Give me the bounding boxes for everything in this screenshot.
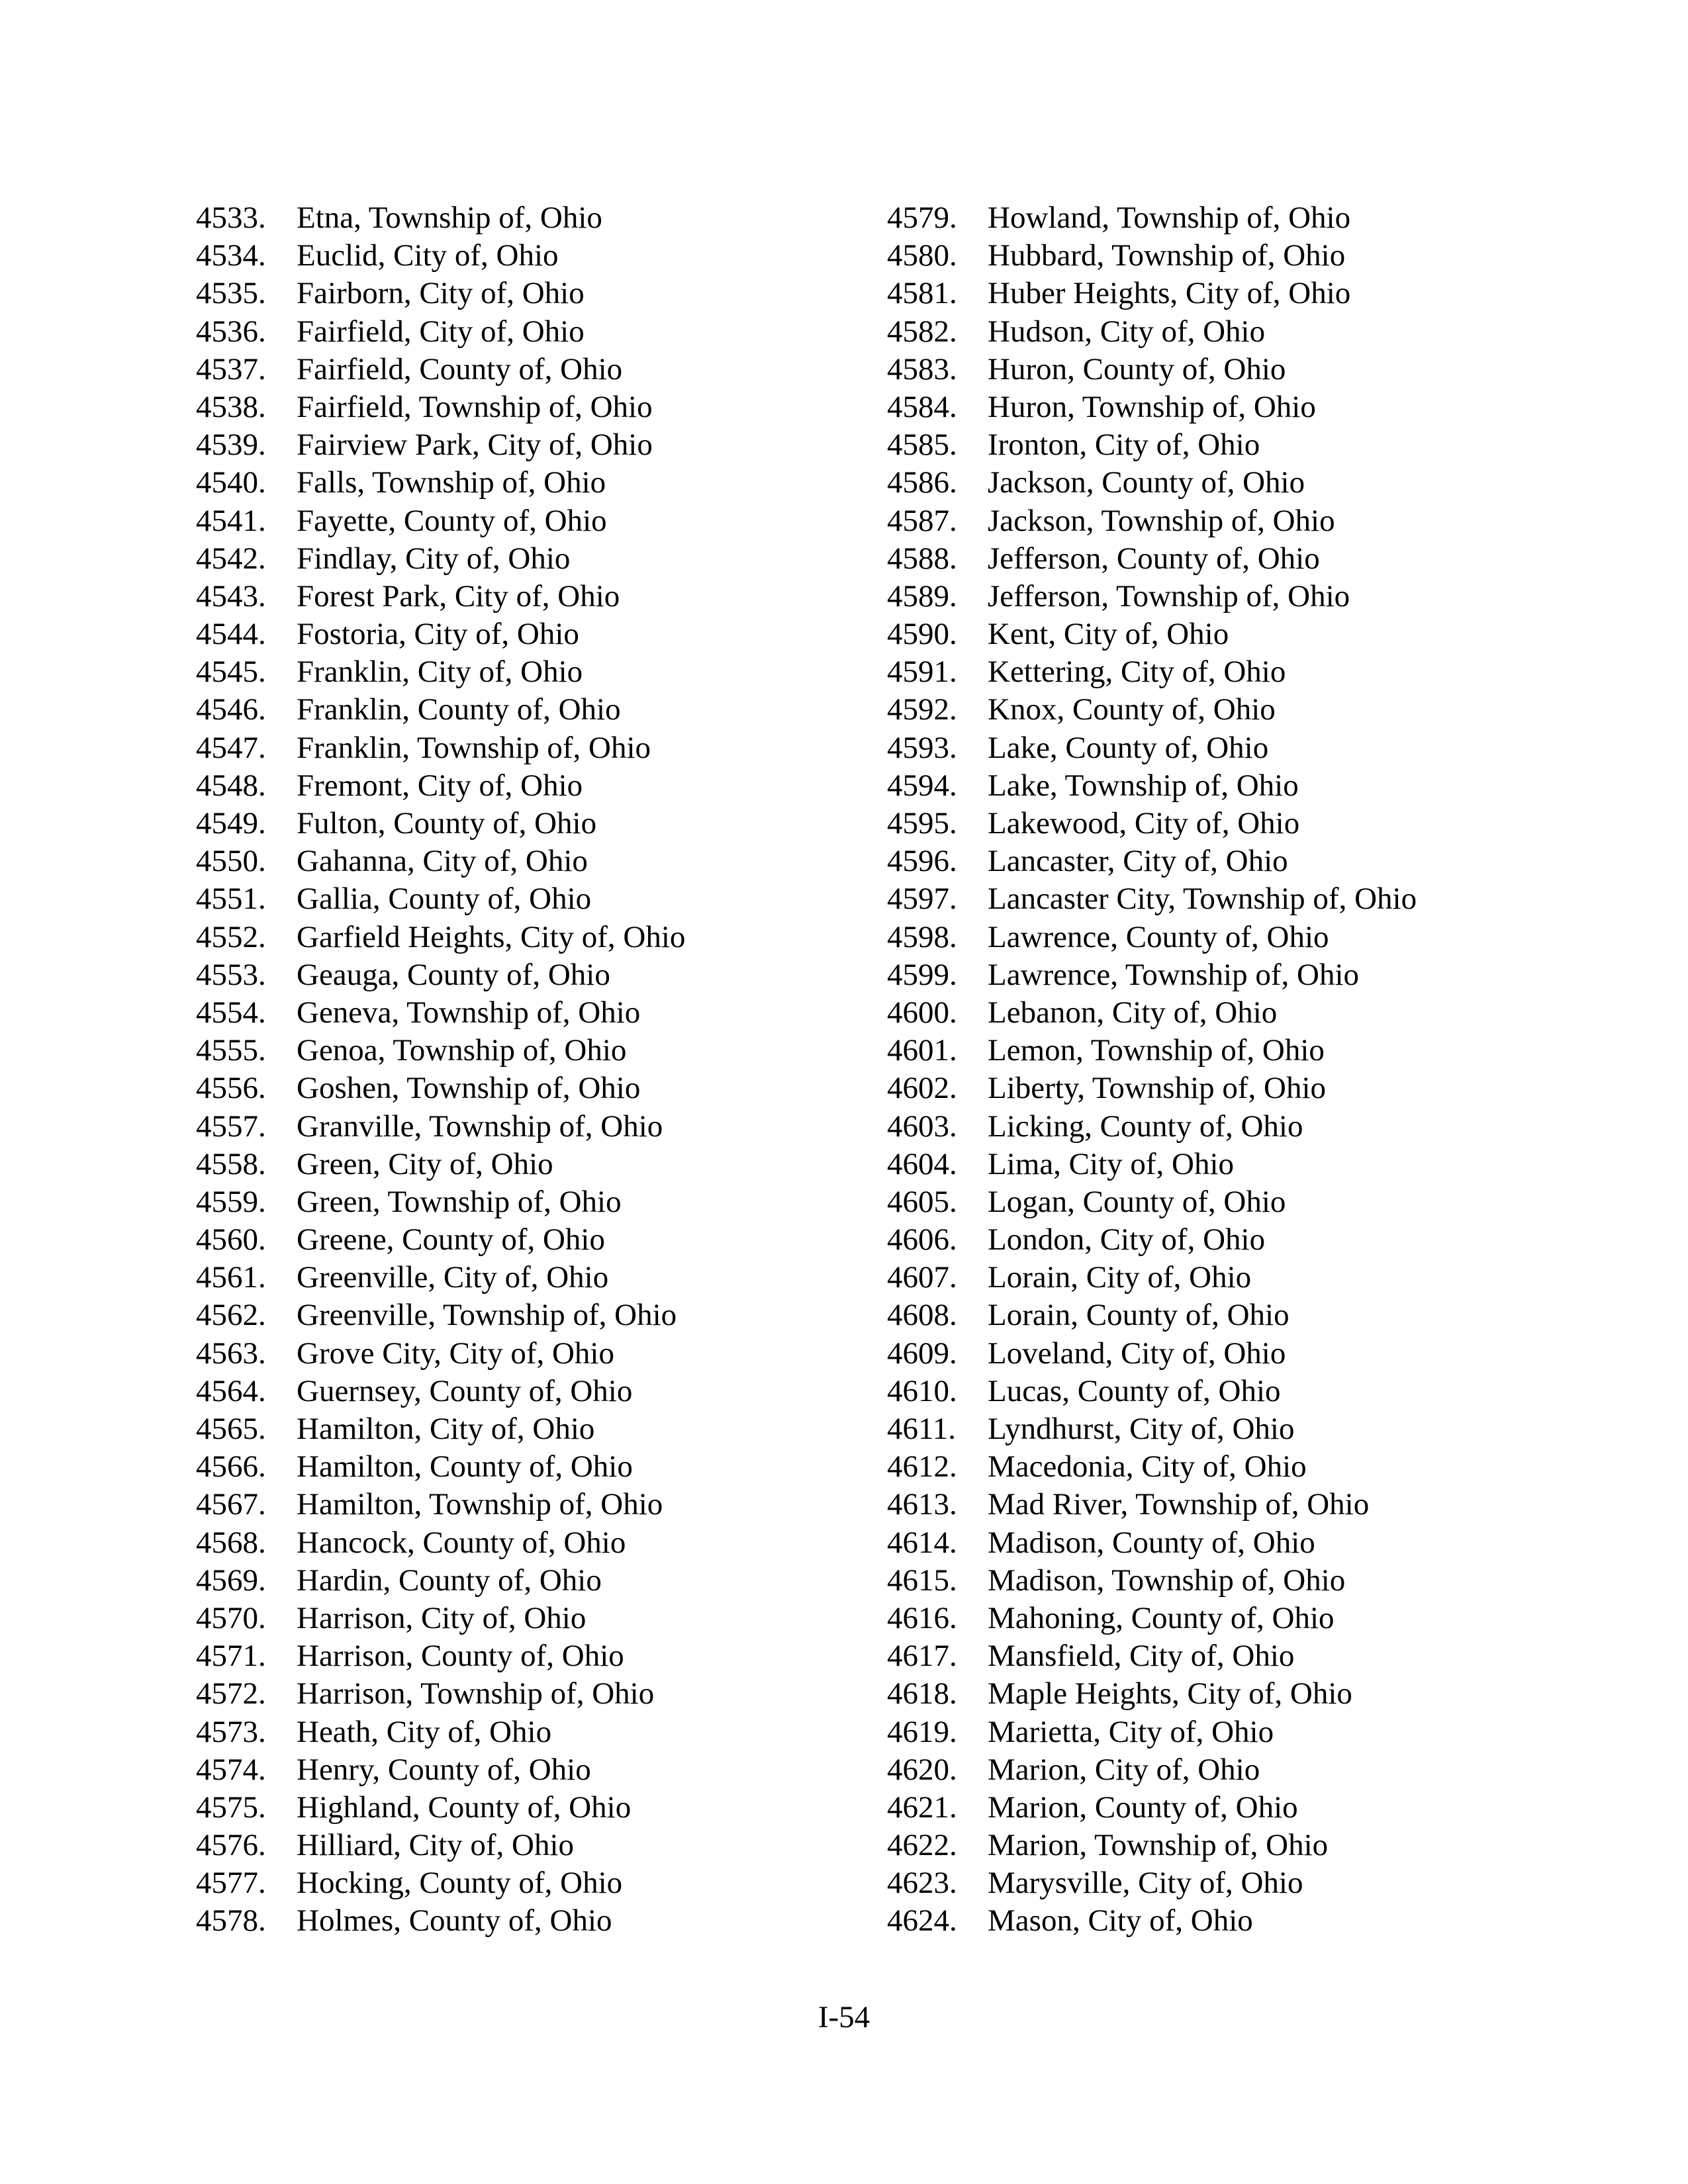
entry-number: 4622.: [887, 1828, 957, 1863]
entry-number: 4545.: [196, 655, 266, 690]
entry-number: 4596.: [887, 844, 957, 879]
list-item: [887, 540, 1615, 578]
entry-name: Fulton, County of, Ohio: [297, 806, 597, 841]
entry-name: Geauga, County of, Ohio: [297, 957, 610, 992]
entry-name: Harrison, Township of, Ohio: [297, 1676, 655, 1711]
entry-name: Macedonia, City of, Ohio: [988, 1449, 1307, 1484]
entry-number: 4592.: [887, 692, 957, 727]
entry-number: 4565.: [196, 1412, 266, 1446]
entry-number: 4618.: [887, 1676, 957, 1711]
list-item: [887, 426, 1615, 464]
list-item: [196, 388, 924, 426]
entry-name: Liberty, Township of, Ohio: [988, 1071, 1327, 1106]
entry-name: Marion, Township of, Ohio: [988, 1828, 1329, 1863]
entry-name: Heath, City of, Ohio: [297, 1714, 552, 1749]
list-item: [887, 1335, 1615, 1373]
list-item: [196, 313, 924, 351]
list-item: [887, 1108, 1615, 1146]
entry-name: Hocking, County of, Ohio: [297, 1866, 623, 1901]
right-column-list: [887, 199, 1615, 1940]
entry-name: Hancock, County of, Ohio: [297, 1525, 626, 1560]
entry-name: Mansfield, City of, Ohio: [988, 1639, 1295, 1674]
list-item: [196, 1562, 924, 1600]
list-item: [196, 426, 924, 464]
list-item: [887, 388, 1615, 426]
entry-number: 4601.: [887, 1033, 957, 1068]
list-item: [887, 1486, 1615, 1524]
list-item: [196, 767, 924, 805]
entry-name: Hamilton, Township of, Ohio: [297, 1487, 663, 1522]
list-item: [196, 1486, 924, 1524]
entry-name: Fremont, City of, Ohio: [297, 768, 583, 803]
entry-name: Mahoning, County of, Ohio: [988, 1600, 1335, 1635]
list-item: [196, 1864, 924, 1902]
list-item: [196, 1713, 924, 1751]
entry-number: 4599.: [887, 957, 957, 992]
list-item: [196, 1600, 924, 1637]
entry-number: 4536.: [196, 314, 266, 349]
list-item: [196, 1524, 924, 1562]
list-item: [887, 1713, 1615, 1751]
entry-name: Granville, Township of, Ohio: [297, 1109, 663, 1144]
entry-number: 4575.: [196, 1790, 266, 1825]
entry-name: Falls, Township of, Ohio: [297, 465, 606, 500]
entry-number: 4562.: [196, 1298, 266, 1333]
entry-name: Lorain, City of, Ohio: [988, 1260, 1252, 1295]
list-item: [887, 1032, 1615, 1069]
list-item: [196, 691, 924, 729]
entry-number: 4585.: [887, 428, 957, 463]
entry-name: Fayette, County of, Ohio: [297, 503, 607, 538]
entry-number: 4548.: [196, 768, 266, 803]
entry-number: 4566.: [196, 1449, 266, 1484]
entry-number: 4544.: [196, 617, 266, 652]
entry-name: Highland, County of, Ohio: [297, 1790, 632, 1825]
entry-name: Marion, City of, Ohio: [988, 1752, 1260, 1787]
entry-name: Gahanna, City of, Ohio: [297, 844, 588, 879]
page-number: I-54: [818, 2000, 870, 2034]
list-item: [887, 691, 1615, 729]
list-item: [196, 1448, 924, 1486]
list-item: [196, 237, 924, 275]
list-item: [196, 502, 924, 540]
entry-number: 4550.: [196, 844, 266, 879]
entry-name: Lebanon, City of, Ohio: [988, 995, 1278, 1030]
entry-name: Guernsey, County of, Ohio: [297, 1373, 633, 1408]
entry-name: Hilliard, City of, Ohio: [297, 1828, 575, 1863]
entry-number: 4567.: [196, 1487, 266, 1522]
entry-name: London, City of, Ohio: [988, 1222, 1266, 1257]
list-item: [887, 653, 1615, 691]
entry-name: Logan, County of, Ohio: [988, 1184, 1286, 1219]
list-item: [196, 1637, 924, 1675]
entry-number: 4553.: [196, 957, 266, 992]
entry-name: Geneva, Township of, Ohio: [297, 995, 641, 1030]
list-item: [196, 919, 924, 956]
entry-number: 4542.: [196, 541, 266, 576]
list-item: [887, 1221, 1615, 1259]
list-item: [887, 1373, 1615, 1410]
entry-number: 4597.: [887, 882, 957, 917]
entry-name: Lawrence, Township of, Ohio: [988, 957, 1360, 992]
entry-name: Genoa, Township of, Ohio: [297, 1033, 627, 1068]
entry-name: Garfield Heights, City of, Ohio: [297, 919, 686, 954]
entry-name: Jackson, County of, Ohio: [988, 465, 1305, 500]
list-item: [887, 1751, 1615, 1789]
list-item: [887, 313, 1615, 351]
entry-number: 4591.: [887, 655, 957, 690]
entry-number: 4603.: [887, 1109, 957, 1144]
entry-name: Goshen, Township of, Ohio: [297, 1071, 641, 1106]
entry-number: 4621.: [887, 1790, 957, 1825]
list-item: [196, 805, 924, 842]
entry-name: Marysville, City of, Ohio: [988, 1866, 1303, 1901]
entry-name: Lemon, Township of, Ohio: [988, 1033, 1325, 1068]
entry-name: Lima, City of, Ohio: [988, 1146, 1235, 1181]
entry-name: Huron, Township of, Ohio: [988, 389, 1316, 424]
list-item: [887, 1069, 1615, 1107]
entry-number: 4594.: [887, 768, 957, 803]
entry-name: Findlay, City of, Ohio: [297, 541, 571, 576]
entry-number: 4573.: [196, 1714, 266, 1749]
list-item: [196, 1032, 924, 1069]
list-item: [887, 237, 1615, 275]
entry-number: 4606.: [887, 1222, 957, 1257]
entry-name: Hamilton, County of, Ohio: [297, 1449, 633, 1484]
list-item: [196, 1675, 924, 1713]
entry-number: 4609.: [887, 1336, 957, 1371]
list-item: [887, 1183, 1615, 1221]
entry-number: 4613.: [887, 1487, 957, 1522]
entry-number: 4555.: [196, 1033, 266, 1068]
entry-name: Marietta, City of, Ohio: [988, 1714, 1274, 1749]
list-item: [196, 1827, 924, 1864]
entry-name: Franklin, County of, Ohio: [297, 692, 621, 727]
entry-name: Madison, County of, Ohio: [988, 1525, 1315, 1560]
entry-number: 4604.: [887, 1146, 957, 1181]
entry-name: Loveland, City of, Ohio: [988, 1336, 1286, 1371]
list-item: [196, 1069, 924, 1107]
entry-name: Fairborn, City of, Ohio: [297, 276, 585, 311]
list-item: [196, 1146, 924, 1183]
entry-name: Jefferson, County of, Ohio: [988, 541, 1320, 576]
list-item: [887, 805, 1615, 842]
entry-number: 4623.: [887, 1866, 957, 1901]
list-item: [887, 578, 1615, 615]
entry-number: 4538.: [196, 389, 266, 424]
entry-name: Gallia, County of, Ohio: [297, 882, 592, 917]
entry-number: 4605.: [887, 1184, 957, 1219]
entry-number: 4587.: [887, 503, 957, 538]
list-item: [887, 1675, 1615, 1713]
entry-number: 4547.: [196, 730, 266, 765]
list-item: [887, 1827, 1615, 1864]
entry-number: 4559.: [196, 1184, 266, 1219]
list-item: [887, 1259, 1615, 1297]
entry-name: Jackson, Township of, Ohio: [988, 503, 1335, 538]
list-item: [196, 653, 924, 691]
entry-number: 4551.: [196, 882, 266, 917]
entry-number: 4614.: [887, 1525, 957, 1560]
list-item: [887, 1600, 1615, 1637]
entry-number: 4602.: [887, 1071, 957, 1106]
entry-number: 4568.: [196, 1525, 266, 1560]
entry-name: Mad River, Township of, Ohio: [988, 1487, 1370, 1522]
entry-number: 4616.: [887, 1600, 957, 1635]
entry-name: Lawrence, County of, Ohio: [988, 919, 1329, 954]
list-item: [887, 1637, 1615, 1675]
list-item: [887, 502, 1615, 540]
entry-name: Madison, Township of, Ohio: [988, 1563, 1346, 1598]
list-item: [887, 1902, 1615, 1940]
entry-name: Euclid, City of, Ohio: [297, 238, 559, 273]
list-item: [196, 1259, 924, 1297]
entry-name: Greene, County of, Ohio: [297, 1222, 605, 1257]
entry-number: 4582.: [887, 314, 957, 349]
entry-name: Holmes, County of, Ohio: [297, 1903, 612, 1938]
list-item: [196, 729, 924, 767]
list-item: [196, 275, 924, 312]
entry-name: Green, Township of, Ohio: [297, 1184, 622, 1219]
entry-name: Forest Park, City of, Ohio: [297, 578, 620, 614]
entry-name: Lucas, County of, Ohio: [988, 1373, 1281, 1408]
entry-number: 4610.: [887, 1373, 957, 1408]
entry-name: Fostoria, City of, Ohio: [297, 617, 579, 652]
entry-number: 4558.: [196, 1146, 266, 1181]
entry-name: Henry, County of, Ohio: [297, 1752, 591, 1787]
entry-name: Franklin, Township of, Ohio: [297, 730, 651, 765]
list-item: [887, 1864, 1615, 1902]
entry-name: Hamilton, City of, Ohio: [297, 1412, 595, 1446]
list-item: [196, 199, 924, 237]
entry-number: 4624.: [887, 1903, 957, 1938]
entry-number: 4593.: [887, 730, 957, 765]
entry-number: 4612.: [887, 1449, 957, 1484]
entry-number: 4590.: [887, 617, 957, 652]
entry-name: Howland, Township of, Ohio: [988, 201, 1351, 235]
entry-name: Harrison, City of, Ohio: [297, 1600, 586, 1635]
entry-number: 4554.: [196, 995, 266, 1030]
entry-number: 4539.: [196, 428, 266, 463]
list-item: [196, 1373, 924, 1410]
entry-number: 4560.: [196, 1222, 266, 1257]
entry-name: Ironton, City of, Ohio: [988, 428, 1260, 463]
list-item: [887, 919, 1615, 956]
entry-number: 4556.: [196, 1071, 266, 1106]
entry-number: 4588.: [887, 541, 957, 576]
list-item: [887, 351, 1615, 388]
entry-name: Huron, County of, Ohio: [988, 351, 1286, 387]
list-item: [196, 1751, 924, 1789]
list-item: [887, 1448, 1615, 1486]
entry-number: 4572.: [196, 1676, 266, 1711]
list-item: [196, 1410, 924, 1448]
entry-number: 4549.: [196, 806, 266, 841]
entry-name: Maple Heights, City of, Ohio: [988, 1676, 1352, 1711]
entry-number: 4563.: [196, 1336, 266, 1371]
entry-number: 4600.: [887, 995, 957, 1030]
list-item: [887, 199, 1615, 237]
entry-number: 4586.: [887, 465, 957, 500]
list-item: [887, 275, 1615, 312]
entry-name: Kent, City of, Ohio: [988, 617, 1229, 652]
entry-name: Green, City of, Ohio: [297, 1146, 553, 1181]
entry-name: Greenville, City of, Ohio: [297, 1260, 609, 1295]
entry-number: 4535.: [196, 276, 266, 311]
list-item: [887, 956, 1615, 994]
list-item: [196, 1183, 924, 1221]
list-item: [196, 1902, 924, 1940]
entry-number: 4578.: [196, 1903, 266, 1938]
entry-name: Lyndhurst, City of, Ohio: [988, 1412, 1295, 1446]
entry-number: 4611.: [887, 1412, 957, 1446]
list-item: [887, 842, 1615, 880]
entry-number: 4598.: [887, 919, 957, 954]
entry-name: Mason, City of, Ohio: [988, 1903, 1253, 1938]
list-item: [196, 578, 924, 615]
entry-name: Jefferson, Township of, Ohio: [988, 578, 1350, 614]
entry-number: 4570.: [196, 1600, 266, 1635]
list-item: [887, 880, 1615, 918]
entry-name: Lorain, County of, Ohio: [988, 1298, 1289, 1333]
entry-number: 4564.: [196, 1373, 266, 1408]
entry-name: Etna, Township of, Ohio: [297, 201, 602, 235]
list-item: [196, 1789, 924, 1827]
list-item: [887, 729, 1615, 767]
list-item: [196, 351, 924, 388]
entry-number: 4561.: [196, 1260, 266, 1295]
entry-name: Lakewood, City of, Ohio: [988, 806, 1300, 841]
entry-name: Fairfield, County of, Ohio: [297, 351, 623, 387]
entry-number: 4579.: [887, 201, 957, 235]
entry-number: 4617.: [887, 1639, 957, 1674]
list-item: [196, 842, 924, 880]
entry-number: 4534.: [196, 238, 266, 273]
entry-number: 4615.: [887, 1563, 957, 1598]
list-item: [196, 1221, 924, 1259]
list-item: [887, 464, 1615, 502]
entry-number: 4576.: [196, 1828, 266, 1863]
entry-number: 4552.: [196, 919, 266, 954]
list-item: [887, 994, 1615, 1032]
entry-number: 4569.: [196, 1563, 266, 1598]
entry-number: 4543.: [196, 578, 266, 614]
list-item: [196, 1108, 924, 1146]
list-item: [196, 994, 924, 1032]
entry-number: 4571.: [196, 1639, 266, 1674]
list-item: [196, 1335, 924, 1373]
list-item: [887, 1562, 1615, 1600]
list-item: [196, 1297, 924, 1334]
entry-number: 4620.: [887, 1752, 957, 1787]
list-item: [887, 1524, 1615, 1562]
entry-number: 4577.: [196, 1866, 266, 1901]
entry-name: Hubbard, Township of, Ohio: [988, 238, 1346, 273]
entry-name: Hudson, City of, Ohio: [988, 314, 1266, 349]
entry-name: Lancaster City, Township of, Ohio: [988, 882, 1417, 917]
list-item: [887, 767, 1615, 805]
entry-number: 4583.: [887, 351, 957, 387]
entry-number: 4589.: [887, 578, 957, 614]
entry-number: 4581.: [887, 276, 957, 311]
entry-number: 4537.: [196, 351, 266, 387]
list-item: [887, 1789, 1615, 1827]
list-item: [887, 1146, 1615, 1183]
entry-name: Lake, Township of, Ohio: [988, 768, 1299, 803]
entry-number: 4574.: [196, 1752, 266, 1787]
entry-number: 4557.: [196, 1109, 266, 1144]
entry-number: 4533.: [196, 201, 266, 235]
entry-name: Marion, County of, Ohio: [988, 1790, 1298, 1825]
entry-name: Franklin, City of, Ohio: [297, 655, 583, 690]
entry-name: Fairview Park, City of, Ohio: [297, 428, 653, 463]
entry-number: 4580.: [887, 238, 957, 273]
entry-name: Harrison, County of, Ohio: [297, 1639, 624, 1674]
entry-number: 4608.: [887, 1298, 957, 1333]
entry-number: 4546.: [196, 692, 266, 727]
entry-name: Lancaster, City of, Ohio: [988, 844, 1288, 879]
entry-name: Hardin, County of, Ohio: [297, 1563, 602, 1598]
entry-name: Knox, County of, Ohio: [988, 692, 1276, 727]
list-item: [887, 1297, 1615, 1334]
entry-number: 4619.: [887, 1714, 957, 1749]
list-item: [196, 956, 924, 994]
entry-name: Fairfield, Township of, Ohio: [297, 389, 653, 424]
entry-number: 4541.: [196, 503, 266, 538]
list-item: [196, 880, 924, 918]
entry-name: Licking, County of, Ohio: [988, 1109, 1303, 1144]
entry-number: 4584.: [887, 389, 957, 424]
list-item: [196, 615, 924, 653]
entry-name: Greenville, Township of, Ohio: [297, 1298, 677, 1333]
entry-number: 4595.: [887, 806, 957, 841]
entry-name: Huber Heights, City of, Ohio: [988, 276, 1351, 311]
list-item: [196, 464, 924, 502]
left-column-list: [196, 199, 924, 1940]
list-item: [196, 540, 924, 578]
entry-name: Grove City, City of, Ohio: [297, 1336, 614, 1371]
list-item: [887, 1410, 1615, 1448]
entry-name: Lake, County of, Ohio: [988, 730, 1269, 765]
entry-name: Kettering, City of, Ohio: [988, 655, 1286, 690]
list-item: [887, 615, 1615, 653]
entry-number: 4540.: [196, 465, 266, 500]
entry-number: 4607.: [887, 1260, 957, 1295]
entry-name: Fairfield, City of, Ohio: [297, 314, 585, 349]
